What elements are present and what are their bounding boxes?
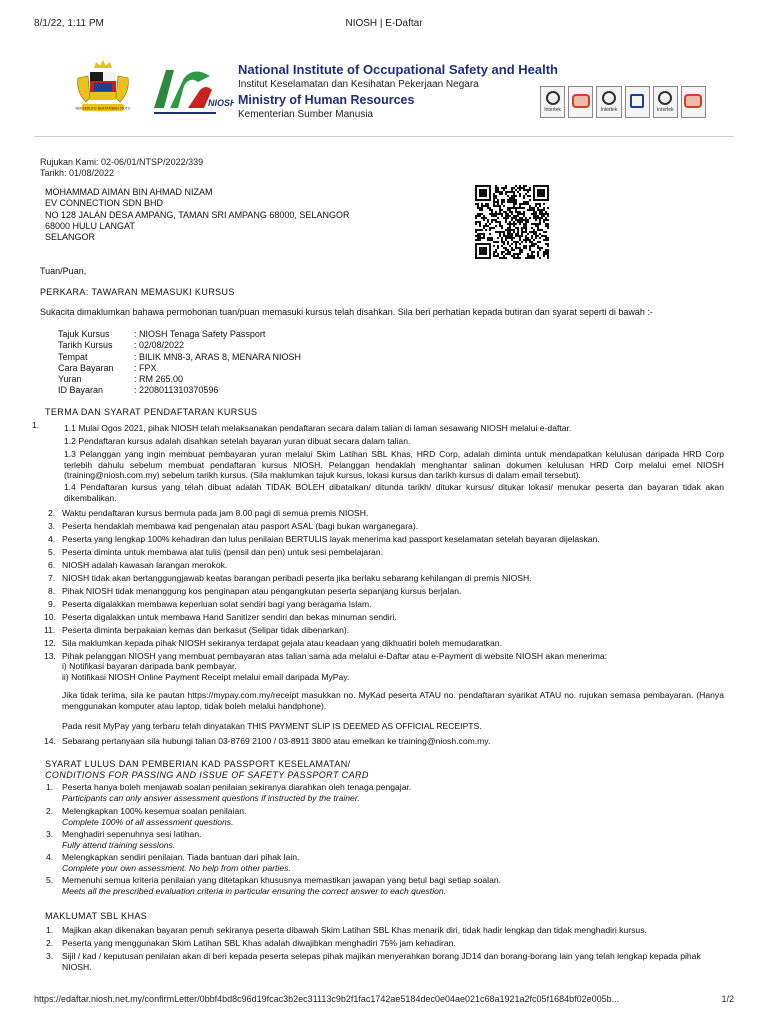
subject-line: PERKARA: TAWARAN MEMASUKI KURSUS [40,287,235,297]
detail-value: : 02/08/2022 [134,340,185,351]
detail-row [58,352,301,363]
detail-label: Cara Bayaran [58,362,114,373]
cert-badge [625,86,650,118]
header-divider [34,136,734,137]
term-text: Pihak NIOSH tidak menanggung kos penginapan atau pengangkutan peserta sepanjang kursus berjalan. [62,586,462,596]
page-url: https://edaftar.niosh.net.my/confirmLetter/0bbf4bd8c96d19fcac3b2ec31113c9b2f1fac1742ae5184dec0e04ae021c68a1921a2fc05f1684bf02e005b... [34,994,620,1004]
sbl-number: 3. [46,951,54,961]
term-text: Peserta hendaklah membawa kad pengenalan atau pasport ASAL (bagi bukan warganegara). [62,521,419,531]
course-details [58,329,301,397]
sbl-heading: MAKLUMAT SBL KHAS [45,911,148,921]
print-datetime: 8/1/22, 1:11 PM [34,18,104,29]
cert-badge: Intertek [596,86,621,118]
certification-badges [540,86,706,118]
term-number: 2. [48,508,56,518]
condition-text-ms: Melengkapkan 100% kesemua soalan penilaian. [62,806,247,816]
page-title: NIOSH | E-Daftar [345,18,423,29]
term-text: Peserta digalakkan membawa keperluan solat sendiri bagi yang beragama Islam. [62,599,372,609]
address-line: 68000 HULU LANGAT [45,220,135,231]
condition-text-en: Meets all the prescribed evaluation criteria in particular ensuring the correct answer to each question. [62,886,447,896]
term-number: 7. [48,573,56,583]
term-text: Peserta digalakkan untuk membawa Hand Sanitizer sendiri dan bekas minuman sendiri. [62,612,397,622]
detail-value: : RM 265.00 [134,374,184,384]
organization-header [238,62,568,122]
sbl-text: Sijil / kad / keputusan penilaian akan di beri kepada peserta selepas pihak majikan menyerahkan borang JD14 dan borang-borang lain yang telah lengkap kepada pihak NIOSH. [62,951,701,972]
terms-heading: TERMA DAN SYARAT PENDAFTARAN KURSUS [45,407,258,417]
term-text: Waktu pendaftaran kursus bermula pada jam 8.00 pagi di semua premis NIOSH. [62,508,369,518]
address-line: NO 128 JALAN DESA AMPANG, TAMAN SRI AMPANG 68000, SELANGOR [45,209,350,220]
term-number: 9. [48,599,56,609]
term-number: 4. [48,534,56,544]
detail-label: Tarikh Kursus [58,340,113,351]
cert-badge: Intertek [653,86,678,118]
malaysia-crest-logo [72,58,134,118]
accreditation-icon [684,94,702,108]
term-1-3: 1.3 Pelanggan yang ingin membuat pembayaran yuran melalui Skim Latihan SBL Khas, HRD Corp, adalah diminta untuk mendapatkan kelulusan daripada HRD Corp terlebih dahulu sebelum membuat pendaftaran kursus NIOSH. Pelanggan hendaklah menghantar salinan dokumen kelulusan HRD Corp melalui emel NIOSH (training@niosh.com.my) sebelum tarikh kursus. (Sila maklumkan tajuk kursus, lokasi kursus dan tarikh kursus di dalam email tersebut). [64,449,724,481]
condition-text-en: Complete 100% of all assessment questions. [62,817,234,827]
term-number: 8. [48,586,56,596]
condition-text-ms: Peserta hanya boleh menjawab soalan penilaian sekiranya diarahkan oleh tenaga pengajar. [62,782,412,792]
term-text: Sila maklumkan kepada pihak NIOSH sekiranya terdapat gejala atau keadaan yang dikhuatiri boleh memudaratkan. [62,638,502,648]
sbl-text: Majikan akan dikenakan bayaran penuh sekiranya peserta dibawah Skim Latihan SBL Khas menarik diri, tidak hadir lengkap dan tidak menghadiri kursus. [62,925,647,935]
page-number: 1/2 [721,994,734,1004]
detail-label: ID Bayaran [58,385,104,396]
term-text: NIOSH adalah kawasan larangan merokok. [62,560,228,570]
conditions-heading: SYARAT LULUS DAN PEMBERIAN KAD PASSPORT KESELAMATAN/ [45,759,351,769]
detail-row [58,374,301,385]
condition-number: 3. [46,829,54,839]
term-number: 12. [44,638,56,648]
term-text: Pihak pelanggan NIOSH yang membuat pembayaran atas talian sama ada melalui e-Daftar atau e-Payment di website NIOSH akan menerima: [62,651,608,661]
reference-number: Rujukan Kami: 02-06/01/NTSP/2022/339 [40,157,204,167]
detail-label: Yuran [58,374,82,384]
org-name-en: National Institute of Occupational Safety and Health [238,62,558,77]
sbl-number: 1. [46,925,54,935]
detail-row [58,363,301,374]
cert-badge [568,86,593,118]
detail-row [58,329,301,340]
conditions-heading-en: CONDITIONS FOR PASSING AND ISSUE OF SAFETY PASSPORT CARD [45,770,369,780]
condition-text-ms: Menghadiri sepenuhnya sesi latihan. [62,829,202,839]
term-13-receipt: Pada resit MyPay yang terbaru telah dinyatakan THIS PAYMENT SLIP IS DEEMED AS OFFICIAL RECEIPTS. [62,721,482,731]
niosh-logo-text: NIOSH [208,98,234,108]
sbl-number: 2. [46,938,54,948]
recipient-address [45,187,349,243]
globe-icon [658,91,672,105]
cert-badge [681,86,706,118]
detail-row [58,340,301,351]
condition-number: 4. [46,852,54,862]
detail-value: : BILIK MN8-3, ARAS 8, MENARA NIOSH [134,351,302,362]
ministry-ms: Kementerian Sumber Manusia [238,109,374,121]
term-number: 6. [48,560,56,570]
term-number: 10. [44,612,56,622]
term-13-ii: ii) Notifikasi NIOSH Online Payment Receipt melalui email daripada MyPay. [62,672,350,682]
salutation: Tuan/Puan, [40,266,87,276]
term-number: 1. [32,420,40,430]
term-number: 13. [44,651,56,661]
detail-label: Tempat [58,351,88,362]
detail-value: : 2208011310370596 [134,385,219,396]
condition-text-en: Participants can only answer assessment questions if instructed by the trainer. [62,793,360,803]
accreditation-icon [572,94,590,108]
condition-number: 5. [46,875,54,885]
detail-value: : FPX [134,362,157,373]
term-text: Peserta yang lengkap 100% kehadiran dan lulus penilaian BERTULIS layak menerima kad passport keselamatan setelah bayaran dijelaskan. [62,534,600,544]
condition-text-ms: Melengkapkan sendiri penilaian. Tiada bantuan dari pihak lain. [62,852,300,862]
detail-label: Tajuk Kursus [58,329,110,339]
term-text: Peserta diminta berpakaian kemas dan berkasut (Selipar tidak dibenarkan). [62,625,350,635]
niosh-logo [150,64,234,120]
globe-icon [602,91,616,105]
term-text: Peserta diminta untuk membawa alat tulis (pensil dan pen) untuk sesi pembelajaran. [62,547,384,557]
ministry-en: Ministry of Human Resources [238,92,415,107]
ukas-icon [630,94,644,108]
term-13-i: i) Notifikasi bayaran daripada bank pembayar. [62,661,237,671]
term-number: 11. [44,625,56,635]
condition-number: 1. [46,782,54,792]
detail-row [58,385,301,396]
globe-icon [546,91,560,105]
condition-number: 2. [46,806,54,816]
cert-badge: Intertek [540,86,565,118]
sbl-text: Peserta yang menggunakan Skim Latihan SBL Khas adalah diwajibkan menghadiri 75% jam kehadiran. [62,938,456,948]
address-line: EV CONNECTION SDN BHD [45,198,164,209]
term-1-1: 1.1 Mulai Ogos 2021, pihak NIOSH telah melaksanakan pendaftaran secara dalam talian di laman sesawang NIOSH melalui e-daftar. [64,423,572,433]
intro-paragraph: Sukacita dimaklumkan bahawa permohonan tuan/puan memasuki kursus telah disahkan. Sila beri perhatian kepada butiran dan syarat seperti di bawah :- [40,307,653,317]
term-14: Sebarang pertanyaan sila hubungi talian 03-8769 2100 / 03-8911 3800 atau emelkan ke training@niosh.com.my. [62,736,491,746]
org-name-ms: Institut Keselamatan dan Kesihatan Pekerjaan Negara [238,79,479,91]
term-1-4: 1.4 Pendaftaran kursus yang telah dibuat adalah TIDAK BOLEH dibatalkan/ ditunda tarikh/ ditukar kursus/ ditukar lokasi/ menukar peserta dan bayaran tidak akan dikembalikan. [64,482,724,503]
letter-reference [40,157,203,180]
address-line: SELANGOR [45,232,96,242]
term-number: 14. [44,736,56,746]
qr-code [475,185,549,259]
condition-text-en: Complete your own assessment. No help from other parties. [62,863,291,873]
letter-date: Tarikh: 01/08/2022 [40,168,115,179]
detail-value: : NIOSH Tenaga Safety Passport [134,329,266,339]
term-1-2: 1.2 Pendaftaran kursus adalah disahkan setelah bayaran yuran dibuat secara dalam talian. [64,436,411,446]
condition-text-en: Fully attend training sessions. [62,840,176,850]
term-number: 5. [48,547,56,557]
condition-text-ms: Memenuhi semua kriteria penilaian yang ditetapkan khususnya memastikan jawapan yang betul bagi setiap soalan. [62,875,502,885]
print-header [34,18,734,30]
term-text: NIOSH tidak akan bertanggungjawab keatas barangan peribadi peserta jika berlaku sebarang kehilangan di premis NIOSH. [62,573,532,583]
term-13-note: Jika tidak terima, sila ke pautan https://mypay.com.my/receipt masukkan no. MyKad peserta ATAU no. pendaftaran syarikat ATAU no. rujukan semasa pembayaran. (Hanya menggunakan komputer atau laptop, tidak boleh melalui handphone). [62,690,724,711]
term-number: 3. [48,521,56,531]
svg-text:BERSEKUTU BERTAMBAH MUTU: BERSEKUTU BERTAMBAH MUTU [75,106,131,111]
address-line: MOHAMMAD AIMAN BIN AHMAD NIZAM [45,187,213,197]
